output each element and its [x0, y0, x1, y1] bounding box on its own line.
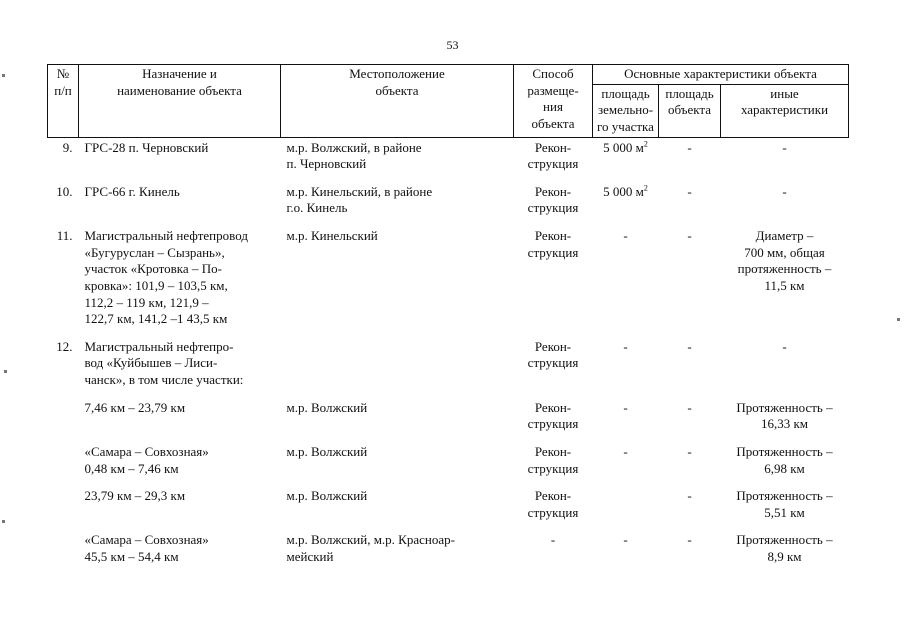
- row-method-text: Рекон- струкция: [527, 488, 579, 520]
- row-land-area: [593, 226, 659, 337]
- row-name: [79, 137, 281, 182]
- scan-speck: [4, 370, 7, 373]
- row-other: [721, 442, 849, 486]
- row-method-text: Рекон- струкция: [527, 183, 579, 216]
- row-name: [79, 398, 281, 442]
- row-method: [514, 486, 593, 530]
- row-land-area: [593, 442, 659, 486]
- row-other: [721, 182, 849, 226]
- row-method: [514, 530, 593, 574]
- row-object-area: [659, 337, 721, 398]
- row-method-text: Рекон- струкция: [527, 399, 579, 432]
- row-object-area-text: -: [687, 183, 692, 199]
- row-method-text: Рекон- струкция: [527, 139, 579, 172]
- row-number: [48, 486, 79, 530]
- row-number: [48, 398, 79, 442]
- row-method-text: Рекон- струкция: [527, 338, 579, 371]
- row-object-area-text: -: [687, 443, 692, 459]
- row-number-text: 9.: [62, 139, 73, 155]
- row-other-text: Протяженность – 8,9 км: [736, 532, 833, 564]
- row-location: [281, 486, 514, 530]
- row-land-area: [593, 182, 659, 226]
- row-method: [514, 137, 593, 182]
- row-land-area: [593, 530, 659, 574]
- unit-exponent: 2: [643, 183, 648, 193]
- row-number-text: 11.: [56, 228, 73, 243]
- row-other: [721, 486, 849, 530]
- row-other: [721, 398, 849, 442]
- row-location-text: м.р. Волжский, в районе п. Черновский: [286, 139, 422, 172]
- row-other-text: -: [782, 139, 787, 155]
- header-location: Местоположение объекта: [281, 65, 514, 138]
- row-object-area-text: -: [687, 488, 692, 504]
- table-body: [48, 137, 849, 575]
- table-row: [48, 486, 849, 530]
- row-object-area: [659, 486, 721, 530]
- row-location: [281, 337, 514, 398]
- row-name-text: 7,46 км – 23,79 км: [84, 399, 186, 415]
- header-name: Назначение и наименование объекта: [79, 65, 281, 138]
- row-location-text: м.р. Волжский: [286, 399, 368, 415]
- table-header: [48, 65, 849, 138]
- row-location-text: м.р. Волжский, м.р. Красноар- мейский: [286, 532, 455, 564]
- row-object-area: [659, 398, 721, 442]
- row-location: [281, 226, 514, 337]
- row-land-area-text: 5 000 м: [603, 183, 644, 199]
- row-object-area: [659, 137, 721, 182]
- row-location: [281, 530, 514, 574]
- header-num: № п/п: [48, 65, 79, 138]
- row-other-text: -: [782, 183, 787, 199]
- row-method: [514, 226, 593, 337]
- row-location: [281, 182, 514, 226]
- row-location: [281, 442, 514, 486]
- row-land-area-text: 5 000 м: [603, 139, 644, 155]
- row-name-text: «Самара – Совхозная» 0,48 км – 7,46 км: [84, 443, 209, 476]
- row-name-text: ГРС-28 п. Черновский: [84, 139, 209, 155]
- row-other-text: Протяженность – 6,98 км: [736, 443, 833, 476]
- row-object-area: [659, 226, 721, 337]
- header-land-area: площадь земельно- го участка: [593, 84, 659, 137]
- row-name-text: 23,79 км – 29,3 км: [84, 488, 186, 504]
- header-object-area: площадь объекта: [659, 84, 721, 137]
- table-row: [48, 226, 849, 337]
- scan-speck: [897, 318, 900, 321]
- row-number: [48, 530, 79, 574]
- objects-table: [47, 64, 849, 575]
- row-name: [79, 337, 281, 398]
- row-method-text: Рекон- струкция: [527, 228, 579, 260]
- row-location-text: м.р. Кинельский: [286, 228, 378, 243]
- row-method: [514, 442, 593, 486]
- row-land-area-text: -: [623, 399, 628, 415]
- table-row: [48, 337, 849, 398]
- row-number-text: 12.: [56, 338, 73, 354]
- row-name: [79, 226, 281, 337]
- row-object-area-text: -: [687, 532, 692, 548]
- page-number: 53: [446, 38, 459, 52]
- row-location-text: м.р. Кинельский, в районе г.о. Кинель: [286, 183, 433, 216]
- row-other: [721, 530, 849, 574]
- row-land-area: [593, 398, 659, 442]
- table-row: [48, 137, 849, 182]
- row-location-text: м.р. Волжский: [286, 443, 368, 459]
- row-number: [48, 182, 79, 226]
- row-object-area-text: -: [687, 338, 692, 354]
- row-name-text: «Самара – Совхозная» 45,5 км – 54,4 км: [84, 532, 209, 564]
- row-object-area-text: -: [687, 399, 692, 415]
- row-object-area-text: -: [687, 228, 692, 243]
- row-land-area-text: -: [623, 443, 628, 459]
- row-method-text: Рекон- струкция: [527, 443, 579, 476]
- row-location: [281, 137, 514, 182]
- row-method: [514, 398, 593, 442]
- row-land-area-text: -: [623, 532, 628, 548]
- scan-speck: [2, 74, 5, 77]
- row-name: [79, 442, 281, 486]
- row-other: [721, 137, 849, 182]
- row-object-area: [659, 530, 721, 574]
- row-number-text: 10.: [56, 183, 73, 199]
- row-name-text: Магистральный нефтепровод «Бугуруслан – Сызрань», участок «Кротовка – По- кровка»: 101,9 – 103,5 км, 112,2 – 119 км, 121,9 – 122,7 км, 141,2 –1 43,5 км: [84, 228, 248, 327]
- row-other: [721, 226, 849, 337]
- row-object-area: [659, 182, 721, 226]
- table-row: [48, 442, 849, 486]
- row-other: [721, 337, 849, 398]
- row-number: [48, 337, 79, 398]
- row-object-area: [659, 442, 721, 486]
- table-row: [48, 182, 849, 226]
- header-characteristics-group: Основные характеристики объекта: [593, 65, 849, 85]
- header-other: иные характеристики: [721, 84, 849, 137]
- row-method-text: -: [550, 532, 556, 548]
- row-land-area-text: -: [623, 338, 628, 354]
- row-object-area-text: -: [687, 139, 692, 155]
- row-land-area-text: -: [623, 228, 628, 243]
- row-name: [79, 486, 281, 530]
- row-other-text: Протяженность – 5,51 км: [736, 488, 833, 520]
- row-land-area: [593, 486, 659, 530]
- row-number: [48, 226, 79, 337]
- row-name: [79, 530, 281, 574]
- row-number: [48, 442, 79, 486]
- row-other-text: -: [782, 338, 787, 354]
- row-name-text: ГРС-66 г. Кинель: [84, 183, 180, 199]
- unit-exponent: 2: [643, 139, 648, 149]
- row-land-area: [593, 337, 659, 398]
- table-row: [48, 398, 849, 442]
- row-name-text: Магистральный нефтепро- вод «Куйбышев – Лиси- чанск», в том числе участки:: [84, 338, 244, 387]
- scan-speck: [2, 520, 5, 523]
- row-name: [79, 182, 281, 226]
- row-location-text: м.р. Волжский: [286, 488, 368, 504]
- row-other-text: Диаметр – 700 мм, общая протяженность – 11,5 км: [737, 228, 832, 293]
- row-location: [281, 398, 514, 442]
- table-row: [48, 530, 849, 574]
- row-number: [48, 137, 79, 182]
- row-method: [514, 182, 593, 226]
- row-land-area: [593, 137, 659, 182]
- header-method: Способ размеще- ния объекта: [514, 65, 593, 138]
- row-other-text: Протяженность – 16,33 км: [736, 399, 833, 432]
- row-method: [514, 337, 593, 398]
